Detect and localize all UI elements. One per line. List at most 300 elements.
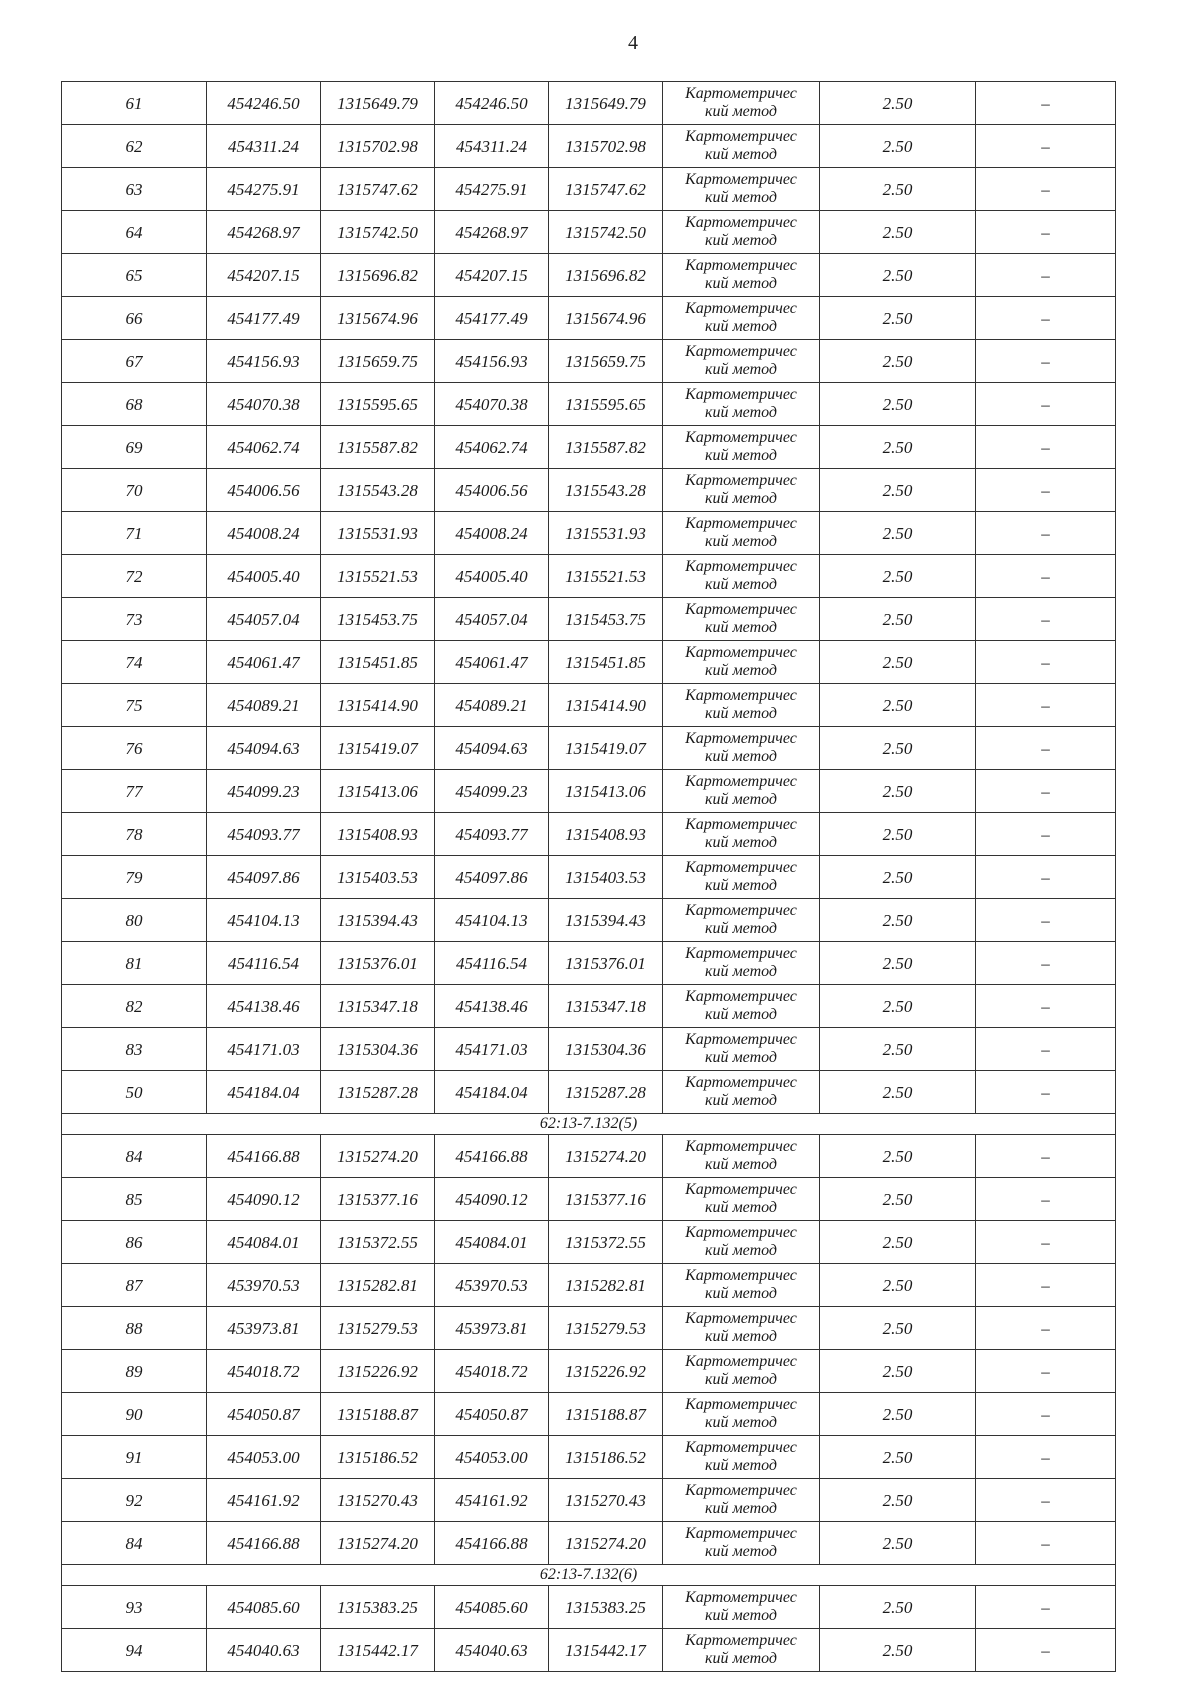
method-line-1: Картометричес — [685, 1031, 797, 1048]
accuracy-cell: 2.50 — [820, 1436, 976, 1479]
method-line-2: кий метод — [704, 1500, 778, 1517]
method-line-2: кий метод — [704, 533, 778, 550]
new-y-cell: 1315186.52 — [549, 1436, 663, 1479]
method-cell — [663, 856, 820, 899]
existing-y-cell: 1315595.65 — [321, 383, 435, 426]
section-header-row — [62, 1565, 1116, 1586]
note-cell: – — [976, 1479, 1116, 1522]
method-cell — [663, 82, 820, 125]
note-cell: – — [976, 469, 1116, 512]
accuracy-cell: 2.50 — [820, 1393, 976, 1436]
note-cell: – — [976, 168, 1116, 211]
existing-x-cell: 454116.54 — [207, 942, 321, 985]
new-x-cell: 454070.38 — [435, 383, 549, 426]
table-row — [62, 899, 1116, 942]
new-y-cell: 1315376.01 — [549, 942, 663, 985]
point-number-cell: 64 — [62, 211, 207, 254]
existing-x-cell: 454268.97 — [207, 211, 321, 254]
point-number-cell: 72 — [62, 555, 207, 598]
method-line-1: Картометричес — [685, 1525, 797, 1542]
section-header-row — [62, 1114, 1116, 1135]
existing-x-cell: 454050.87 — [207, 1393, 321, 1436]
new-x-cell: 453973.81 — [435, 1307, 549, 1350]
method-cell — [663, 297, 820, 340]
method-line-2: кий метод — [704, 1371, 778, 1388]
method-cell — [663, 340, 820, 383]
accuracy-cell: 2.50 — [820, 985, 976, 1028]
new-x-cell: 454005.40 — [435, 555, 549, 598]
accuracy-cell: 2.50 — [820, 813, 976, 856]
note-cell: – — [976, 426, 1116, 469]
table-row — [62, 555, 1116, 598]
existing-x-cell: 454090.12 — [207, 1178, 321, 1221]
table-row — [62, 813, 1116, 856]
new-y-cell: 1315383.25 — [549, 1586, 663, 1629]
existing-y-cell: 1315394.43 — [321, 899, 435, 942]
note-cell: – — [976, 1393, 1116, 1436]
accuracy-cell: 2.50 — [820, 899, 976, 942]
new-y-cell: 1315659.75 — [549, 340, 663, 383]
method-line-2: кий метод — [704, 1006, 778, 1023]
new-x-cell: 454138.46 — [435, 985, 549, 1028]
table-row — [62, 1307, 1116, 1350]
new-y-cell: 1315649.79 — [549, 82, 663, 125]
existing-x-cell: 454171.03 — [207, 1028, 321, 1071]
new-y-cell: 1315408.93 — [549, 813, 663, 856]
point-number-cell: 87 — [62, 1264, 207, 1307]
method-line-1: Картометричес — [685, 1181, 797, 1198]
point-number-cell: 61 — [62, 82, 207, 125]
table-row — [62, 1393, 1116, 1436]
table-row — [62, 340, 1116, 383]
method-line-2: кий метод — [704, 404, 778, 421]
note-cell: – — [976, 1028, 1116, 1071]
note-cell: – — [976, 598, 1116, 641]
table-row — [62, 1028, 1116, 1071]
point-number-cell: 92 — [62, 1479, 207, 1522]
existing-x-cell: 454093.77 — [207, 813, 321, 856]
existing-x-cell: 454085.60 — [207, 1586, 321, 1629]
method-line-2: кий метод — [704, 963, 778, 980]
point-number-cell: 91 — [62, 1436, 207, 1479]
table-row — [62, 1436, 1116, 1479]
accuracy-cell: 2.50 — [820, 684, 976, 727]
existing-x-cell: 454005.40 — [207, 555, 321, 598]
point-number-cell: 93 — [62, 1586, 207, 1629]
new-x-cell: 454085.60 — [435, 1586, 549, 1629]
table-row — [62, 426, 1116, 469]
method-line-1: Картометричес — [685, 859, 797, 876]
method-line-2: кий метод — [704, 1285, 778, 1302]
new-y-cell: 1315188.87 — [549, 1393, 663, 1436]
existing-x-cell: 454275.91 — [207, 168, 321, 211]
method-line-2: кий метод — [704, 1457, 778, 1474]
new-x-cell: 454177.49 — [435, 297, 549, 340]
accuracy-cell: 2.50 — [820, 942, 976, 985]
new-y-cell: 1315270.43 — [549, 1479, 663, 1522]
method-cell — [663, 1178, 820, 1221]
method-line-2: кий метод — [704, 1650, 778, 1667]
existing-y-cell: 1315377.16 — [321, 1178, 435, 1221]
existing-y-cell: 1315188.87 — [321, 1393, 435, 1436]
method-cell — [663, 641, 820, 684]
existing-x-cell: 454311.24 — [207, 125, 321, 168]
accuracy-cell: 2.50 — [820, 727, 976, 770]
table-row — [62, 1264, 1116, 1307]
existing-x-cell: 454184.04 — [207, 1071, 321, 1114]
point-number-cell: 79 — [62, 856, 207, 899]
method-line-1: Картометричес — [685, 171, 797, 188]
existing-x-cell: 454099.23 — [207, 770, 321, 813]
method-cell — [663, 684, 820, 727]
new-y-cell: 1315696.82 — [549, 254, 663, 297]
existing-y-cell: 1315587.82 — [321, 426, 435, 469]
point-number-cell: 69 — [62, 426, 207, 469]
existing-x-cell: 453973.81 — [207, 1307, 321, 1350]
method-cell — [663, 1028, 820, 1071]
note-cell: – — [976, 1071, 1116, 1114]
method-cell — [663, 1350, 820, 1393]
method-cell — [663, 1479, 820, 1522]
method-cell — [663, 125, 820, 168]
note-cell: – — [976, 1586, 1116, 1629]
table-row — [62, 469, 1116, 512]
new-x-cell: 454050.87 — [435, 1393, 549, 1436]
note-cell: – — [976, 1629, 1116, 1672]
new-y-cell: 1315347.18 — [549, 985, 663, 1028]
point-number-cell: 70 — [62, 469, 207, 512]
note-cell: – — [976, 813, 1116, 856]
point-number-cell: 84 — [62, 1522, 207, 1565]
new-x-cell: 453970.53 — [435, 1264, 549, 1307]
accuracy-cell: 2.50 — [820, 469, 976, 512]
existing-x-cell: 454246.50 — [207, 82, 321, 125]
new-x-cell: 454062.74 — [435, 426, 549, 469]
accuracy-cell: 2.50 — [820, 1350, 976, 1393]
method-line-1: Картометричес — [685, 988, 797, 1005]
new-x-cell: 454089.21 — [435, 684, 549, 727]
method-line-1: Картометричес — [685, 343, 797, 360]
table-row — [62, 125, 1116, 168]
table-row — [62, 1629, 1116, 1672]
method-line-1: Картометричес — [685, 945, 797, 962]
note-cell: – — [976, 297, 1116, 340]
method-line-1: Картометричес — [685, 386, 797, 403]
new-y-cell: 1315282.81 — [549, 1264, 663, 1307]
existing-y-cell: 1315531.93 — [321, 512, 435, 555]
note-cell: – — [976, 211, 1116, 254]
section-title: 62:13-7.132(6) — [62, 1565, 1116, 1586]
point-number-cell: 68 — [62, 383, 207, 426]
existing-x-cell: 454084.01 — [207, 1221, 321, 1264]
method-line-2: кий метод — [704, 1156, 778, 1173]
method-line-1: Картометричес — [685, 515, 797, 532]
note-cell: – — [976, 512, 1116, 555]
table-row — [62, 1586, 1116, 1629]
method-cell — [663, 555, 820, 598]
point-number-cell: 74 — [62, 641, 207, 684]
method-line-2: кий метод — [704, 189, 778, 206]
table-row — [62, 856, 1116, 899]
note-cell: – — [976, 942, 1116, 985]
existing-x-cell: 454166.88 — [207, 1135, 321, 1178]
point-number-cell: 82 — [62, 985, 207, 1028]
method-line-1: Картометричес — [685, 902, 797, 919]
point-number-cell: 75 — [62, 684, 207, 727]
table-row — [62, 598, 1116, 641]
note-cell: – — [976, 555, 1116, 598]
method-line-2: кий метод — [704, 834, 778, 851]
existing-y-cell: 1315282.81 — [321, 1264, 435, 1307]
point-number-cell: 67 — [62, 340, 207, 383]
table-body — [62, 82, 1116, 1672]
new-x-cell: 454040.63 — [435, 1629, 549, 1672]
method-line-2: кий метод — [704, 619, 778, 636]
new-x-cell: 454246.50 — [435, 82, 549, 125]
table-row — [62, 1479, 1116, 1522]
table-row — [62, 770, 1116, 813]
method-line-1: Картометричес — [685, 1074, 797, 1091]
new-y-cell: 1315413.06 — [549, 770, 663, 813]
existing-y-cell: 1315376.01 — [321, 942, 435, 985]
new-x-cell: 454099.23 — [435, 770, 549, 813]
note-cell: – — [976, 899, 1116, 942]
accuracy-cell: 2.50 — [820, 770, 976, 813]
method-line-1: Картометричес — [685, 85, 797, 102]
method-line-1: Картометричес — [685, 1310, 797, 1327]
table-row — [62, 297, 1116, 340]
method-cell — [663, 598, 820, 641]
existing-y-cell: 1315347.18 — [321, 985, 435, 1028]
existing-x-cell: 454094.63 — [207, 727, 321, 770]
method-line-2: кий метод — [704, 1414, 778, 1431]
note-cell: – — [976, 641, 1116, 684]
point-number-cell: 66 — [62, 297, 207, 340]
new-x-cell: 454097.86 — [435, 856, 549, 899]
existing-x-cell: 454008.24 — [207, 512, 321, 555]
new-x-cell: 454184.04 — [435, 1071, 549, 1114]
table-row — [62, 1221, 1116, 1264]
new-y-cell: 1315304.36 — [549, 1028, 663, 1071]
table-row — [62, 82, 1116, 125]
existing-x-cell: 454097.86 — [207, 856, 321, 899]
existing-x-cell: 454156.93 — [207, 340, 321, 383]
method-line-2: кий метод — [704, 275, 778, 292]
method-line-1: Картометричес — [685, 1589, 797, 1606]
new-x-cell: 454006.56 — [435, 469, 549, 512]
point-number-cell: 86 — [62, 1221, 207, 1264]
method-cell — [663, 1307, 820, 1350]
new-y-cell: 1315595.65 — [549, 383, 663, 426]
new-y-cell: 1315274.20 — [549, 1522, 663, 1565]
method-cell — [663, 383, 820, 426]
existing-y-cell: 1315279.53 — [321, 1307, 435, 1350]
method-line-2: кий метод — [704, 576, 778, 593]
existing-y-cell: 1315543.28 — [321, 469, 435, 512]
accuracy-cell: 2.50 — [820, 1629, 976, 1672]
method-line-2: кий метод — [704, 1543, 778, 1560]
new-x-cell: 454171.03 — [435, 1028, 549, 1071]
table-row — [62, 254, 1116, 297]
method-cell — [663, 254, 820, 297]
method-line-1: Картометричес — [685, 257, 797, 274]
new-y-cell: 1315702.98 — [549, 125, 663, 168]
accuracy-cell: 2.50 — [820, 340, 976, 383]
new-y-cell: 1315451.85 — [549, 641, 663, 684]
new-x-cell: 454090.12 — [435, 1178, 549, 1221]
existing-x-cell: 454018.72 — [207, 1350, 321, 1393]
method-line-2: кий метод — [704, 447, 778, 464]
existing-y-cell: 1315372.55 — [321, 1221, 435, 1264]
method-line-2: кий метод — [704, 877, 778, 894]
method-cell — [663, 426, 820, 469]
note-cell: – — [976, 1221, 1116, 1264]
existing-y-cell: 1315696.82 — [321, 254, 435, 297]
table-row — [62, 383, 1116, 426]
method-line-1: Картометричес — [685, 1482, 797, 1499]
existing-y-cell: 1315659.75 — [321, 340, 435, 383]
note-cell: – — [976, 1350, 1116, 1393]
page-number: 4 — [628, 32, 638, 54]
new-x-cell: 454275.91 — [435, 168, 549, 211]
existing-y-cell: 1315403.53 — [321, 856, 435, 899]
existing-x-cell: 454166.88 — [207, 1522, 321, 1565]
new-x-cell: 454166.88 — [435, 1135, 549, 1178]
method-cell — [663, 899, 820, 942]
accuracy-cell: 2.50 — [820, 1307, 976, 1350]
table-row — [62, 512, 1116, 555]
accuracy-cell: 2.50 — [820, 1522, 976, 1565]
note-cell: – — [976, 684, 1116, 727]
method-line-1: Картометричес — [685, 1396, 797, 1413]
new-x-cell: 454268.97 — [435, 211, 549, 254]
new-y-cell: 1315394.43 — [549, 899, 663, 942]
method-line-2: кий метод — [704, 1199, 778, 1216]
point-number-cell: 94 — [62, 1629, 207, 1672]
method-line-2: кий метод — [704, 1242, 778, 1259]
new-x-cell: 454104.13 — [435, 899, 549, 942]
existing-y-cell: 1315419.07 — [321, 727, 435, 770]
existing-x-cell: 454070.38 — [207, 383, 321, 426]
method-line-1: Картометричес — [685, 601, 797, 618]
accuracy-cell: 2.50 — [820, 297, 976, 340]
point-number-cell: 84 — [62, 1135, 207, 1178]
method-line-1: Картометричес — [685, 472, 797, 489]
table-row — [62, 1071, 1116, 1114]
point-number-cell: 65 — [62, 254, 207, 297]
existing-y-cell: 1315442.17 — [321, 1629, 435, 1672]
method-cell — [663, 211, 820, 254]
new-x-cell: 454084.01 — [435, 1221, 549, 1264]
existing-y-cell: 1315742.50 — [321, 211, 435, 254]
new-y-cell: 1315279.53 — [549, 1307, 663, 1350]
existing-y-cell: 1315383.25 — [321, 1586, 435, 1629]
method-cell — [663, 1221, 820, 1264]
accuracy-cell: 2.50 — [820, 1135, 976, 1178]
accuracy-cell: 2.50 — [820, 211, 976, 254]
table-row — [62, 727, 1116, 770]
method-line-2: кий метод — [704, 791, 778, 808]
method-line-2: кий метод — [704, 490, 778, 507]
new-y-cell: 1315587.82 — [549, 426, 663, 469]
new-x-cell: 454311.24 — [435, 125, 549, 168]
method-cell — [663, 1436, 820, 1479]
method-line-2: кий метод — [704, 662, 778, 679]
new-x-cell: 454053.00 — [435, 1436, 549, 1479]
point-number-cell: 83 — [62, 1028, 207, 1071]
new-x-cell: 454166.88 — [435, 1522, 549, 1565]
point-number-cell: 85 — [62, 1178, 207, 1221]
existing-x-cell: 454040.63 — [207, 1629, 321, 1672]
method-line-1: Картометричес — [685, 128, 797, 145]
note-cell: – — [976, 340, 1116, 383]
point-number-cell: 89 — [62, 1350, 207, 1393]
method-cell — [663, 1522, 820, 1565]
existing-y-cell: 1315304.36 — [321, 1028, 435, 1071]
method-cell — [663, 1629, 820, 1672]
accuracy-cell: 2.50 — [820, 641, 976, 684]
method-cell — [663, 1393, 820, 1436]
existing-y-cell: 1315649.79 — [321, 82, 435, 125]
accuracy-cell: 2.50 — [820, 383, 976, 426]
point-number-cell: 90 — [62, 1393, 207, 1436]
accuracy-cell: 2.50 — [820, 125, 976, 168]
accuracy-cell: 2.50 — [820, 426, 976, 469]
point-number-cell: 78 — [62, 813, 207, 856]
note-cell: – — [976, 856, 1116, 899]
method-line-1: Картометричес — [685, 687, 797, 704]
new-x-cell: 454057.04 — [435, 598, 549, 641]
method-line-2: кий метод — [704, 1607, 778, 1624]
accuracy-cell: 2.50 — [820, 555, 976, 598]
point-number-cell: 76 — [62, 727, 207, 770]
accuracy-cell: 2.50 — [820, 82, 976, 125]
existing-y-cell: 1315453.75 — [321, 598, 435, 641]
method-line-2: кий метод — [704, 1092, 778, 1109]
method-line-1: Картометричес — [685, 1632, 797, 1649]
point-number-cell: 71 — [62, 512, 207, 555]
method-line-2: кий метод — [704, 920, 778, 937]
method-line-2: кий метод — [704, 1328, 778, 1345]
method-cell — [663, 1264, 820, 1307]
note-cell: – — [976, 727, 1116, 770]
new-y-cell: 1315403.53 — [549, 856, 663, 899]
existing-y-cell: 1315270.43 — [321, 1479, 435, 1522]
method-line-2: кий метод — [704, 1049, 778, 1066]
note-cell: – — [976, 985, 1116, 1028]
method-cell — [663, 942, 820, 985]
table-row — [62, 1350, 1116, 1393]
note-cell: – — [976, 770, 1116, 813]
point-number-cell: 77 — [62, 770, 207, 813]
note-cell: – — [976, 1307, 1116, 1350]
existing-x-cell: 454161.92 — [207, 1479, 321, 1522]
new-y-cell: 1315287.28 — [549, 1071, 663, 1114]
new-y-cell: 1315442.17 — [549, 1629, 663, 1672]
table-row — [62, 942, 1116, 985]
new-y-cell: 1315453.75 — [549, 598, 663, 641]
existing-y-cell: 1315186.52 — [321, 1436, 435, 1479]
method-cell — [663, 469, 820, 512]
existing-y-cell: 1315747.62 — [321, 168, 435, 211]
new-y-cell: 1315521.53 — [549, 555, 663, 598]
table-row — [62, 211, 1116, 254]
existing-y-cell: 1315287.28 — [321, 1071, 435, 1114]
note-cell: – — [976, 1264, 1116, 1307]
method-line-1: Картометричес — [685, 1439, 797, 1456]
point-number-cell: 73 — [62, 598, 207, 641]
new-y-cell: 1315372.55 — [549, 1221, 663, 1264]
